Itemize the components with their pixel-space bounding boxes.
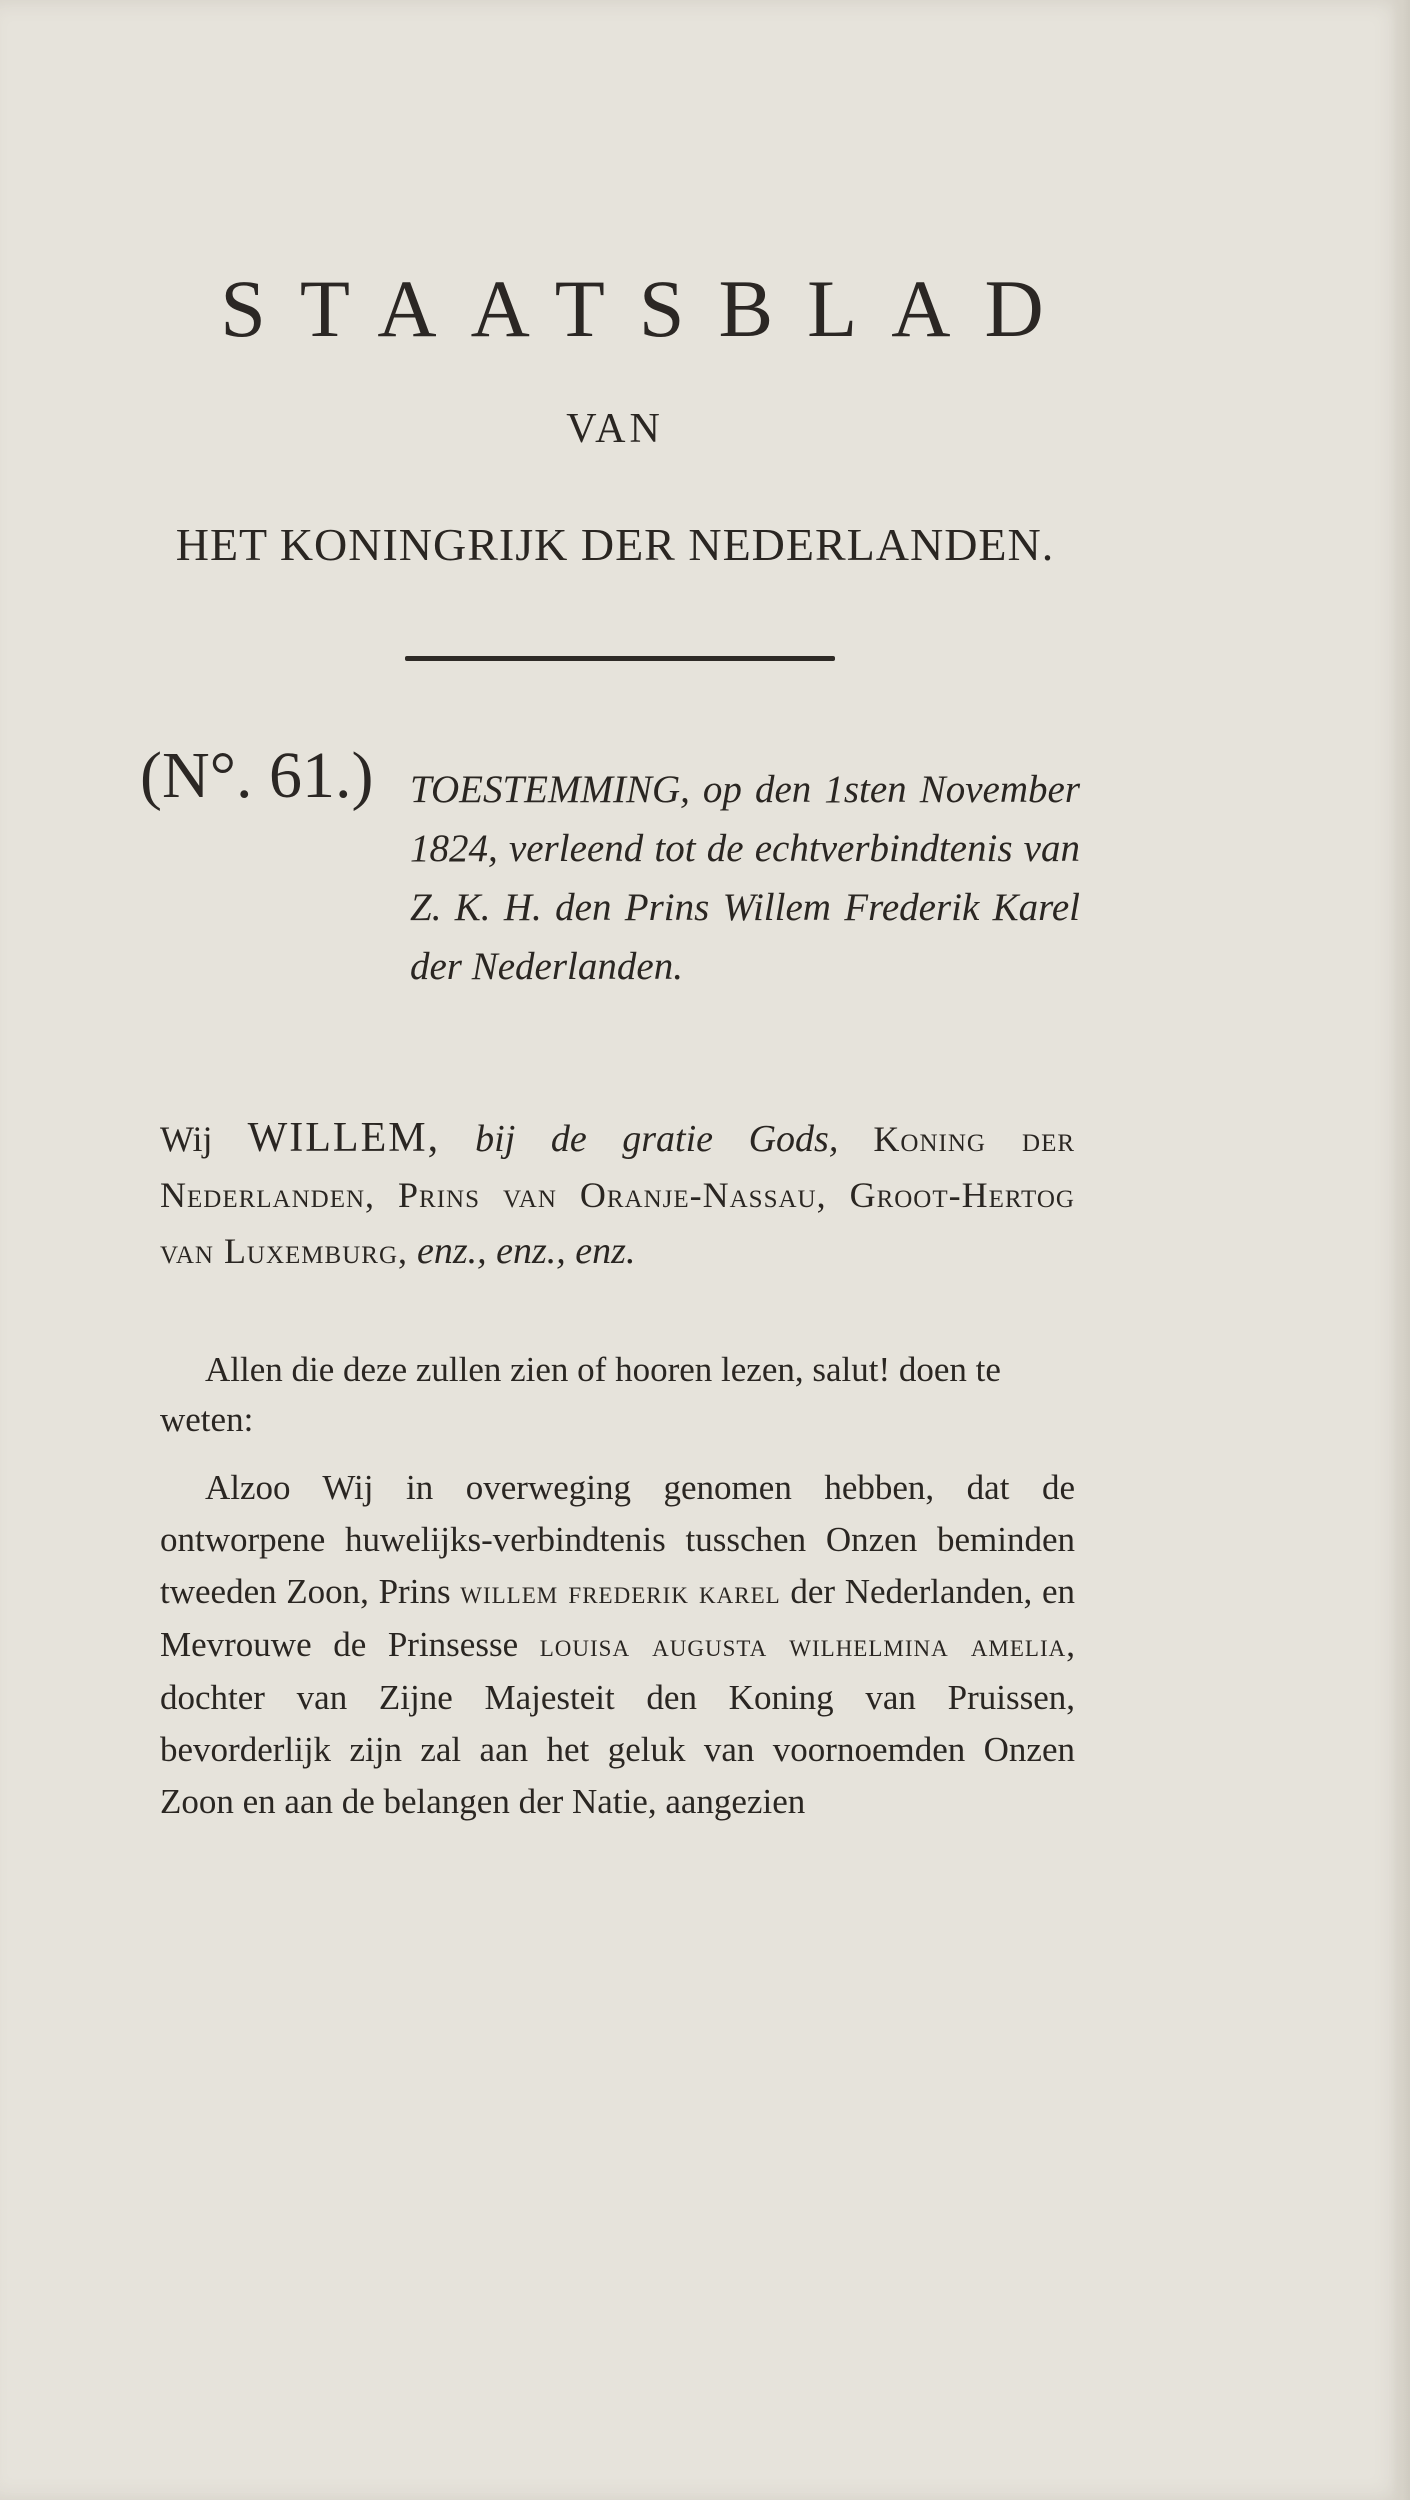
gazette-title: STAATSBLAD: [220, 263, 1078, 354]
princess-name: louisa augusta wilhelmina amelia: [539, 1628, 1067, 1664]
title-van: VAN: [566, 406, 664, 452]
para2-part-c: , dochter van Zijne Majesteit den Koning van Pruissen, bevorderlijk zijn zal aan het geluk van voornoemden Onzen Zoon en aan de belangen der Natie, aangezien: [160, 1625, 1076, 1821]
intro-wij: Wij: [160, 1119, 213, 1159]
para2-part-a: Alzoo Wij in overweging genomen hebben, dat de ontworpene huwelijks-verbindtenis tusschen Onzen beminden tweeden Zoon, Prins: [160, 1468, 1075, 1611]
decree-heading: TOESTEMMING, op den 1sten November 1824, verleend tot de echtverbindtenis van Z. K. H. den Prins Willem Frederik Karel der Nederlanden.: [410, 768, 1080, 988]
decree-number: (N°. 61.): [140, 739, 374, 812]
para2-part-b: der Nederlanden, en Mevrouwe de Prinsesse: [160, 1572, 1076, 1664]
main-paragraph: [160, 1462, 1075, 1828]
divider-rule: [405, 656, 835, 661]
intro-titles: Koning der Nederlanden, Prins van Oranje-Nassau, Groot-Hertog van Luxemburg,: [160, 1119, 1076, 1271]
page-edge: [1392, 0, 1410, 2500]
royal-intro: [160, 1110, 1075, 1279]
intro-gratie: bij de gratie Gods,: [475, 1118, 839, 1160]
prince-name: willem frederik karel: [460, 1575, 781, 1611]
salutation-paragraph: Allen die deze zullen zien of hooren lezen, salut! doen te weten:: [160, 1350, 1001, 1439]
king-name: WILLEM,: [247, 1115, 441, 1161]
kingdom-title: HET KONINGRIJK DER NEDERLANDEN.: [175, 519, 1055, 570]
intro-enz: enz., enz., enz.: [417, 1230, 636, 1272]
